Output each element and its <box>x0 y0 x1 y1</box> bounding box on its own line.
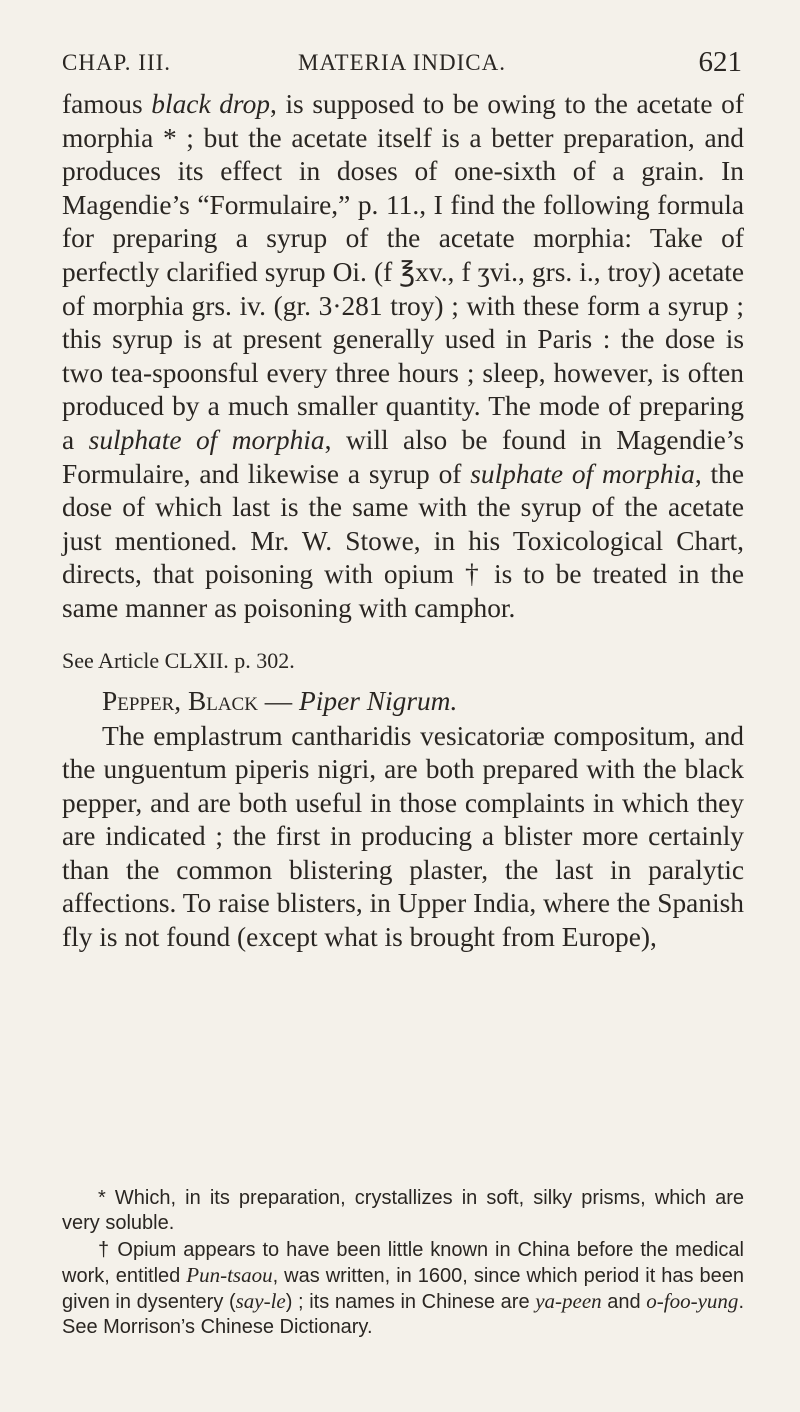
footnotes <box>62 1186 744 1342</box>
entry-heading-latin: Piper Nigrum. <box>299 685 458 716</box>
see-reference: See Article CLXII. p. 302. <box>62 647 295 673</box>
paragraph-pepper: The emplastrum cantharidis vesicatoriæ compositum, and the unguentum piperis nigri, are both prepared with the black pepper, and are both useful in those complaints in which they are indicated ; the first in producing a blister more certainly than the common blistering plaster, the last in paralytic affections. To raise blisters, in Upper India, where the Spanish fly is not found (except what is brought from Europe), <box>62 720 744 953</box>
running-header <box>62 44 742 84</box>
running-title: MATERIA INDICA. <box>298 50 506 75</box>
footnote-1: * Which, in its preparation, crystallizes in soft, silky prisms, which are very soluble. <box>62 1187 744 1234</box>
entry-heading-name: Pepper, Black <box>102 685 258 716</box>
term-sulphate-morphia: sulphate of morphia <box>88 424 325 455</box>
term-black-drop: black drop <box>151 89 270 119</box>
term-sulphate-morphia-2: sulphate of morphia <box>470 458 695 489</box>
page-number: 621 <box>698 46 742 78</box>
chapter-label: CHAP. III. <box>62 50 172 75</box>
entry-heading: Pepper, Black — Piper Nigrum. <box>102 685 458 716</box>
paragraph-black-drop: famous black drop, is supposed to be owing to the acetate of morphia * ; but the acetate itself is a better preparation, and produces its effect in doses of one-sixth of a grain. In Magendie’s “Formulaire,” p. 11., I find the following formula for preparing a syrup of the acetate morphia: Take of perfectly clarified syrup Oi. (f ℥xv., f ʒvi., grs. i., troy) acetate of morphia grs. iv. (gr. 3·281 troy) ; with these form a syrup ; this syrup is at present generally used in Paris : the dose is two tea-spoonsful every three hours ; sleep, however, is often produced by a much smaller quantity. The mode of preparing a sulphate of morphia, will also be found in Magendie’s Formulaire, and likewise a syrup of sulphate of morphia, the dose of which last is the same with the syrup of the acetate just mentioned. Mr. W. Stowe, in his Toxicological Chart, directs, that poisoning with opium † is to be treated in the same manner as poisoning with camphor. <box>62 89 744 623</box>
main-text <box>62 88 744 955</box>
footnote-2: † Opium appears to have been little known in China before the medical work, entitled Pun-tsaou, was written, in 1600, since which period it has been given in dysentery (say-le) ; its names in Chinese are ya-peen and o-foo-yung. See Morrison’s Chinese Dictionary. <box>62 1239 744 1338</box>
